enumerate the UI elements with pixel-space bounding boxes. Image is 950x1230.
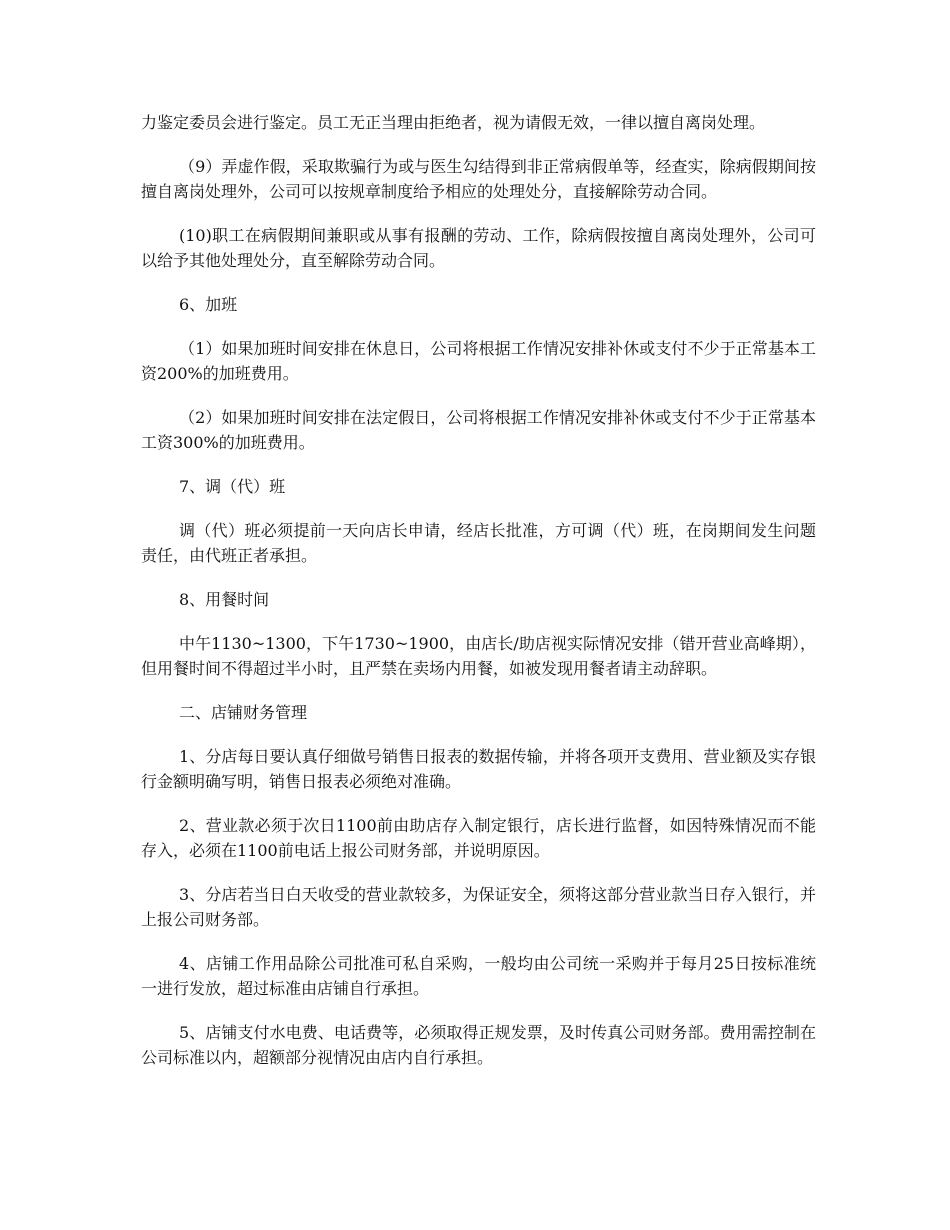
section-heading: 7、调（代）班 [179,477,286,496]
section-heading: 6、加班 [179,295,238,314]
section-heading: 8、用餐时间 [179,590,270,609]
document-body [141,110,816,1089]
paragraph: 1、分店每日要认真仔细做号销售日报表的数据传输，并将各项开支费用、营业额及实存银行金额明确写明，销售日报表必须绝对准确。 [141,747,816,791]
paragraph: 2、营业款必须于次日1100前由助店存入制定银行，店长进行监督，如因特殊情况而不能存入，必须在1100前电话上报公司财务部，并说明原因。 [141,816,816,860]
chapter-heading: 二、店铺财务管理 [179,703,308,722]
paragraph: 4、店铺工作用品除公司批准可私自采购，一般均由公司统一采购并于每月25日按标准统一进行发放，超过标准由店铺自行承担。 [141,954,816,998]
paragraph: 力鉴定委员会进行鉴定。员工无正当理由拒绝者，视为请假无效，一律以擅自离岗处理。 [141,113,766,132]
paragraph: 5、店铺支付水电费、电话费等，必须取得正规发票，及时传真公司财务部。费用需控制在公司标准以内，超额部分视情况由店内自行承担。 [141,1023,816,1067]
paragraph: 3、分店若当日白天收受的营业款较多，为保证安全，须将这部分营业款当日存入银行，并上报公司财务部。 [141,885,816,929]
paragraph: 调（代）班必须提前一天向店长申请，经店长批准，方可调（代）班，在岗期间发生问题责任，由代班正者承担。 [141,521,816,565]
paragraph: 中午1130~1300，下午1730~1900，由店长/助店视实际情况安排（错开营业高峰期），但用餐时间不得超过半小时，且严禁在卖场内用餐，如被发现用餐者请主动辞职。 [141,634,816,678]
paragraph: （9）弄虚作假，采取欺骗行为或与医生勾结得到非正常病假单等，经查实，除病假期间按擅自离岗处理外，公司可以按规章制度给予相应的处理处分，直接解除劳动合同。 [141,157,816,201]
paragraph: （1）如果加班时间安排在休息日，公司将根据工作情况安排补休或支付不少于正常基本工资200%的加班费用。 [141,339,816,383]
paragraph: （2）如果加班时间安排在法定假日，公司将根据工作情况安排补休或支付不少于正常基本工资300%的加班费用。 [141,408,816,452]
paragraph: (10)职工在病假期间兼职或从事有报酬的劳动、工作，除病假按擅自离岗处理外，公司可以给予其他处理处分，直至解除劳动合同。 [141,226,816,270]
